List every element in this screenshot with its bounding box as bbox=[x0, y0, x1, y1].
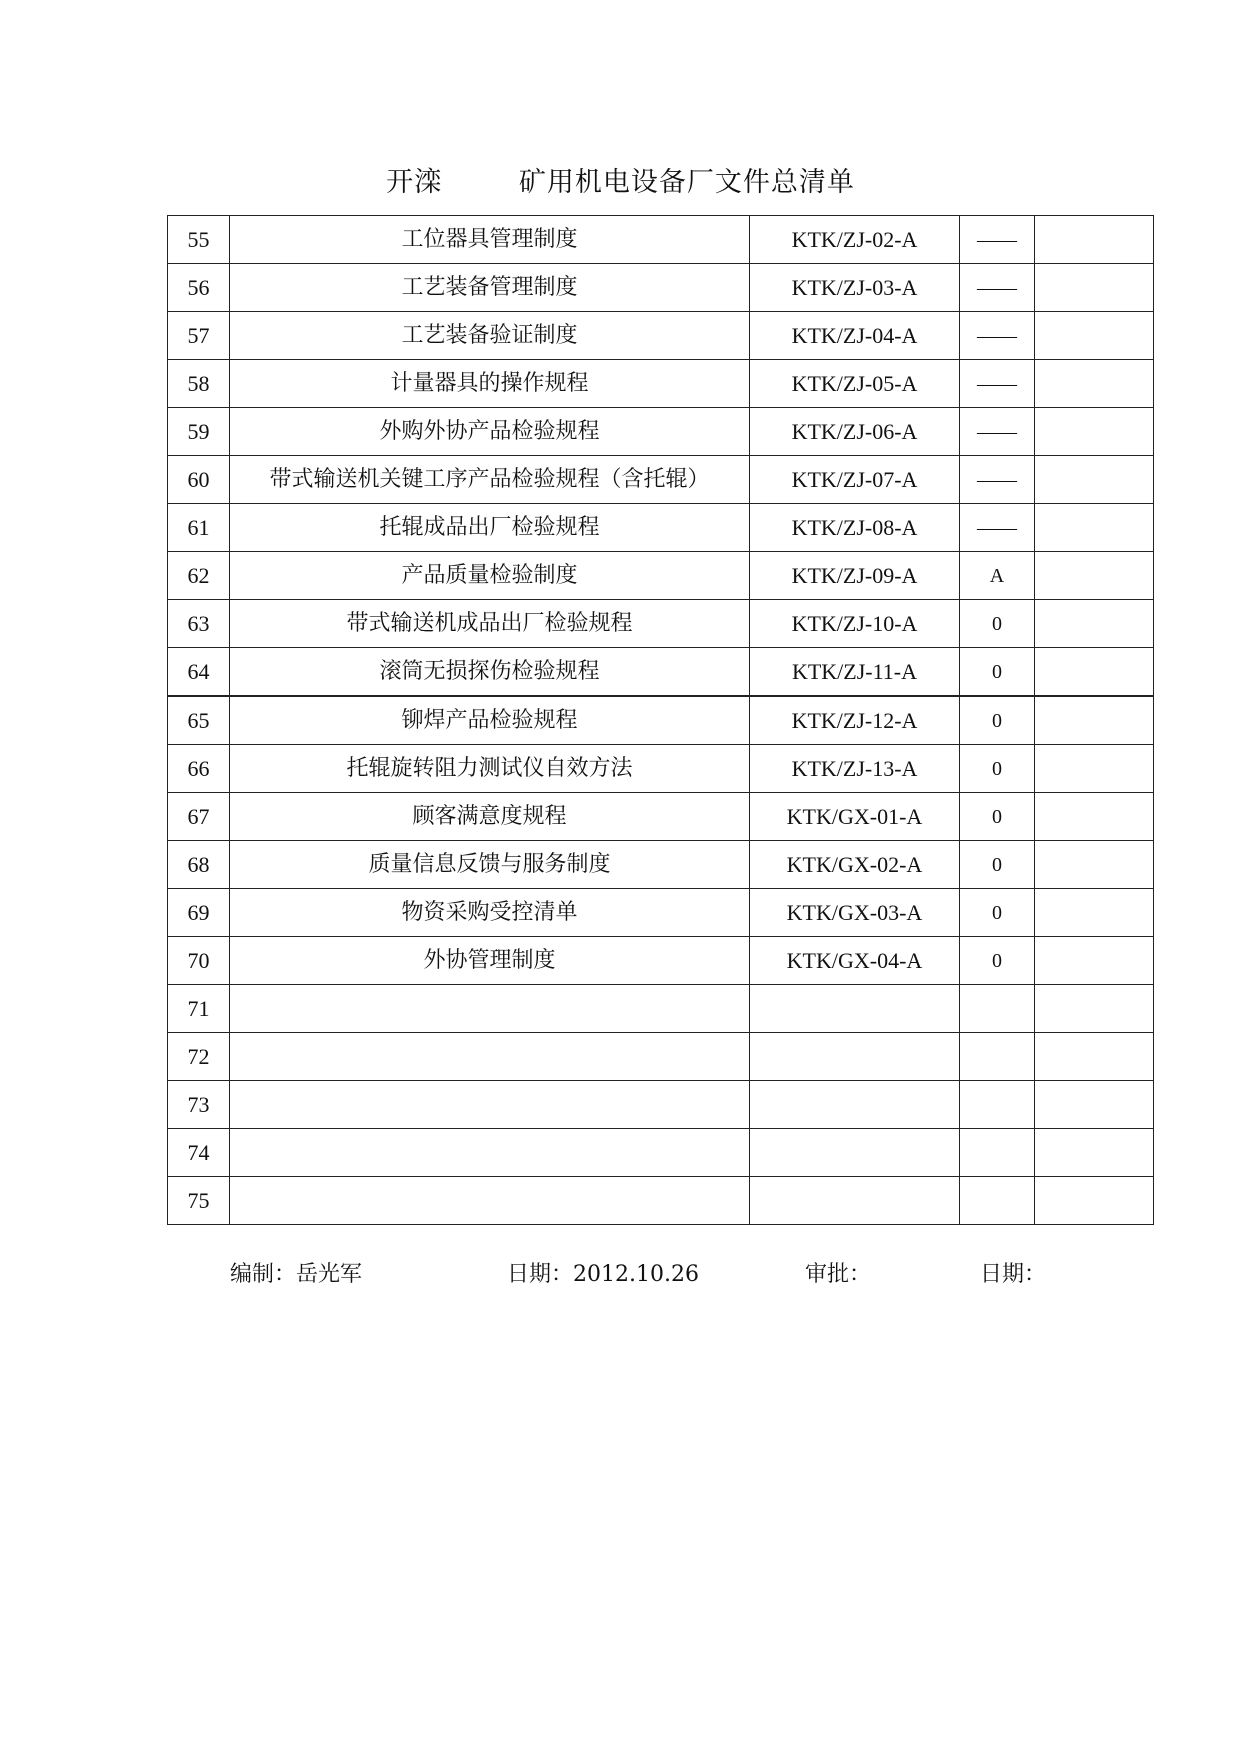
remark-cell bbox=[1035, 408, 1154, 456]
table-row bbox=[168, 1033, 1154, 1081]
document-name-cell bbox=[230, 1033, 750, 1081]
table-row bbox=[168, 600, 1154, 648]
remark-cell bbox=[1035, 985, 1154, 1033]
remark-cell bbox=[1035, 216, 1154, 264]
document-name-cell: 工位器具管理制度 bbox=[230, 216, 750, 264]
remark-cell bbox=[1035, 360, 1154, 408]
document-code-cell: KTK/ZJ-07-A bbox=[750, 456, 960, 504]
document-name-cell: 工艺装备验证制度 bbox=[230, 312, 750, 360]
approved-date: 日期： bbox=[980, 1262, 1047, 1287]
compiled-by: 编制：岳光军 bbox=[230, 1262, 363, 1287]
remark-cell bbox=[1035, 312, 1154, 360]
row-number-cell: 58 bbox=[168, 360, 230, 408]
remark-cell bbox=[1035, 1129, 1154, 1177]
table-row bbox=[168, 504, 1154, 552]
document-name-cell bbox=[230, 1081, 750, 1129]
table-row bbox=[168, 552, 1154, 600]
remark-cell bbox=[1035, 504, 1154, 552]
remark-cell bbox=[1035, 745, 1154, 793]
version-cell: 0 bbox=[960, 793, 1035, 841]
remark-cell bbox=[1035, 793, 1154, 841]
row-number-cell: 61 bbox=[168, 504, 230, 552]
document-name-cell bbox=[230, 985, 750, 1033]
row-number-cell: 62 bbox=[168, 552, 230, 600]
row-number-cell: 64 bbox=[168, 648, 230, 697]
version-cell: 0 bbox=[960, 841, 1035, 889]
row-number-cell: 57 bbox=[168, 312, 230, 360]
compiled-date: 日期：2012.10.26 bbox=[507, 1262, 699, 1287]
document-code-cell: KTK/ZJ-11-A bbox=[750, 648, 960, 697]
document-name-cell: 物资采购受控清单 bbox=[230, 889, 750, 937]
document-name-cell: 外购外协产品检验规程 bbox=[230, 408, 750, 456]
row-number-cell: 69 bbox=[168, 889, 230, 937]
row-number-cell: 73 bbox=[168, 1081, 230, 1129]
table-row bbox=[168, 1129, 1154, 1177]
version-cell: 0 bbox=[960, 745, 1035, 793]
table-row bbox=[168, 841, 1154, 889]
version-cell: 0 bbox=[960, 889, 1035, 937]
document-code-cell: KTK/ZJ-05-A bbox=[750, 360, 960, 408]
version-cell: 0 bbox=[960, 600, 1035, 648]
remark-cell bbox=[1035, 264, 1154, 312]
table-row bbox=[168, 1081, 1154, 1129]
document-name-cell: 带式输送机成品出厂检验规程 bbox=[230, 600, 750, 648]
document-name-cell bbox=[230, 1177, 750, 1225]
document-code-cell: KTK/ZJ-09-A bbox=[750, 552, 960, 600]
document-code-cell: KTK/ZJ-04-A bbox=[750, 312, 960, 360]
document-name-cell: 工艺装备管理制度 bbox=[230, 264, 750, 312]
row-number-cell: 63 bbox=[168, 600, 230, 648]
document-name-cell: 带式输送机关键工序产品检验规程（含托辊） bbox=[230, 456, 750, 504]
document-code-cell: KTK/GX-03-A bbox=[750, 889, 960, 937]
remark-cell bbox=[1035, 696, 1154, 745]
file-list-body bbox=[168, 216, 1154, 1225]
document-name-cell: 铆焊产品检验规程 bbox=[230, 696, 750, 745]
row-number-cell: 70 bbox=[168, 937, 230, 985]
version-cell: —— bbox=[960, 312, 1035, 360]
version-cell: —— bbox=[960, 504, 1035, 552]
table-row bbox=[168, 793, 1154, 841]
row-number-cell: 60 bbox=[168, 456, 230, 504]
remark-cell bbox=[1035, 937, 1154, 985]
version-cell: A bbox=[960, 552, 1035, 600]
document-code-cell bbox=[750, 1177, 960, 1225]
row-number-cell: 72 bbox=[168, 1033, 230, 1081]
version-cell: —— bbox=[960, 408, 1035, 456]
document-name-cell: 外协管理制度 bbox=[230, 937, 750, 985]
document-code-cell bbox=[750, 985, 960, 1033]
document-name-cell: 质量信息反馈与服务制度 bbox=[230, 841, 750, 889]
version-cell bbox=[960, 1177, 1035, 1225]
version-cell bbox=[960, 1129, 1035, 1177]
document-code-cell: KTK/ZJ-06-A bbox=[750, 408, 960, 456]
version-cell bbox=[960, 1081, 1035, 1129]
table-row bbox=[168, 696, 1154, 745]
approved-by: 审批： bbox=[805, 1262, 872, 1287]
document-name-cell: 产品质量检验制度 bbox=[230, 552, 750, 600]
row-number-cell: 66 bbox=[168, 745, 230, 793]
table-row bbox=[168, 745, 1154, 793]
version-cell: —— bbox=[960, 264, 1035, 312]
remark-cell bbox=[1035, 552, 1154, 600]
row-number-cell: 55 bbox=[168, 216, 230, 264]
table-row bbox=[168, 216, 1154, 264]
document-code-cell: KTK/ZJ-08-A bbox=[750, 504, 960, 552]
remark-cell bbox=[1035, 889, 1154, 937]
row-number-cell: 74 bbox=[168, 1129, 230, 1177]
version-cell bbox=[960, 1033, 1035, 1081]
version-cell bbox=[960, 985, 1035, 1033]
remark-cell bbox=[1035, 1081, 1154, 1129]
document-code-cell: KTK/ZJ-10-A bbox=[750, 600, 960, 648]
version-cell: —— bbox=[960, 216, 1035, 264]
document-code-cell bbox=[750, 1033, 960, 1081]
table-row bbox=[168, 648, 1154, 697]
document-name-cell: 托辊成品出厂检验规程 bbox=[230, 504, 750, 552]
table-row bbox=[168, 456, 1154, 504]
remark-cell bbox=[1035, 841, 1154, 889]
document-code-cell: KTK/GX-01-A bbox=[750, 793, 960, 841]
table-row bbox=[168, 985, 1154, 1033]
remark-cell bbox=[1035, 648, 1154, 697]
table-row bbox=[168, 360, 1154, 408]
table-row bbox=[168, 408, 1154, 456]
document-code-cell: KTK/GX-02-A bbox=[750, 841, 960, 889]
document-code-cell: KTK/ZJ-03-A bbox=[750, 264, 960, 312]
row-number-cell: 68 bbox=[168, 841, 230, 889]
table-row bbox=[168, 1177, 1154, 1225]
document-name-cell: 计量器具的操作规程 bbox=[230, 360, 750, 408]
row-number-cell: 59 bbox=[168, 408, 230, 456]
document-code-cell bbox=[750, 1129, 960, 1177]
document-name-cell: 顾客满意度规程 bbox=[230, 793, 750, 841]
row-number-cell: 65 bbox=[168, 696, 230, 745]
version-cell: 0 bbox=[960, 937, 1035, 985]
remark-cell bbox=[1035, 1033, 1154, 1081]
row-number-cell: 75 bbox=[168, 1177, 230, 1225]
document-code-cell: KTK/ZJ-13-A bbox=[750, 745, 960, 793]
document-code-cell bbox=[750, 1081, 960, 1129]
table-row bbox=[168, 312, 1154, 360]
row-number-cell: 67 bbox=[168, 793, 230, 841]
version-cell: 0 bbox=[960, 696, 1035, 745]
table-row bbox=[168, 264, 1154, 312]
remark-cell bbox=[1035, 600, 1154, 648]
remark-cell bbox=[1035, 1177, 1154, 1225]
document-code-cell: KTK/ZJ-12-A bbox=[750, 696, 960, 745]
table-row bbox=[168, 889, 1154, 937]
version-cell: —— bbox=[960, 360, 1035, 408]
version-cell: —— bbox=[960, 456, 1035, 504]
document-code-cell: KTK/GX-04-A bbox=[750, 937, 960, 985]
document-code-cell: KTK/ZJ-02-A bbox=[750, 216, 960, 264]
row-number-cell: 56 bbox=[168, 264, 230, 312]
version-cell: 0 bbox=[960, 648, 1035, 697]
table-row bbox=[168, 937, 1154, 985]
document-name-cell: 滚筒无损探伤检验规程 bbox=[230, 648, 750, 697]
document-title: 开滦 矿用机电设备厂文件总清单 bbox=[386, 167, 855, 198]
row-number-cell: 71 bbox=[168, 985, 230, 1033]
document-name-cell bbox=[230, 1129, 750, 1177]
file-list-table bbox=[167, 215, 1154, 1225]
remark-cell bbox=[1035, 456, 1154, 504]
document-name-cell: 托辊旋转阻力测试仪自效方法 bbox=[230, 745, 750, 793]
